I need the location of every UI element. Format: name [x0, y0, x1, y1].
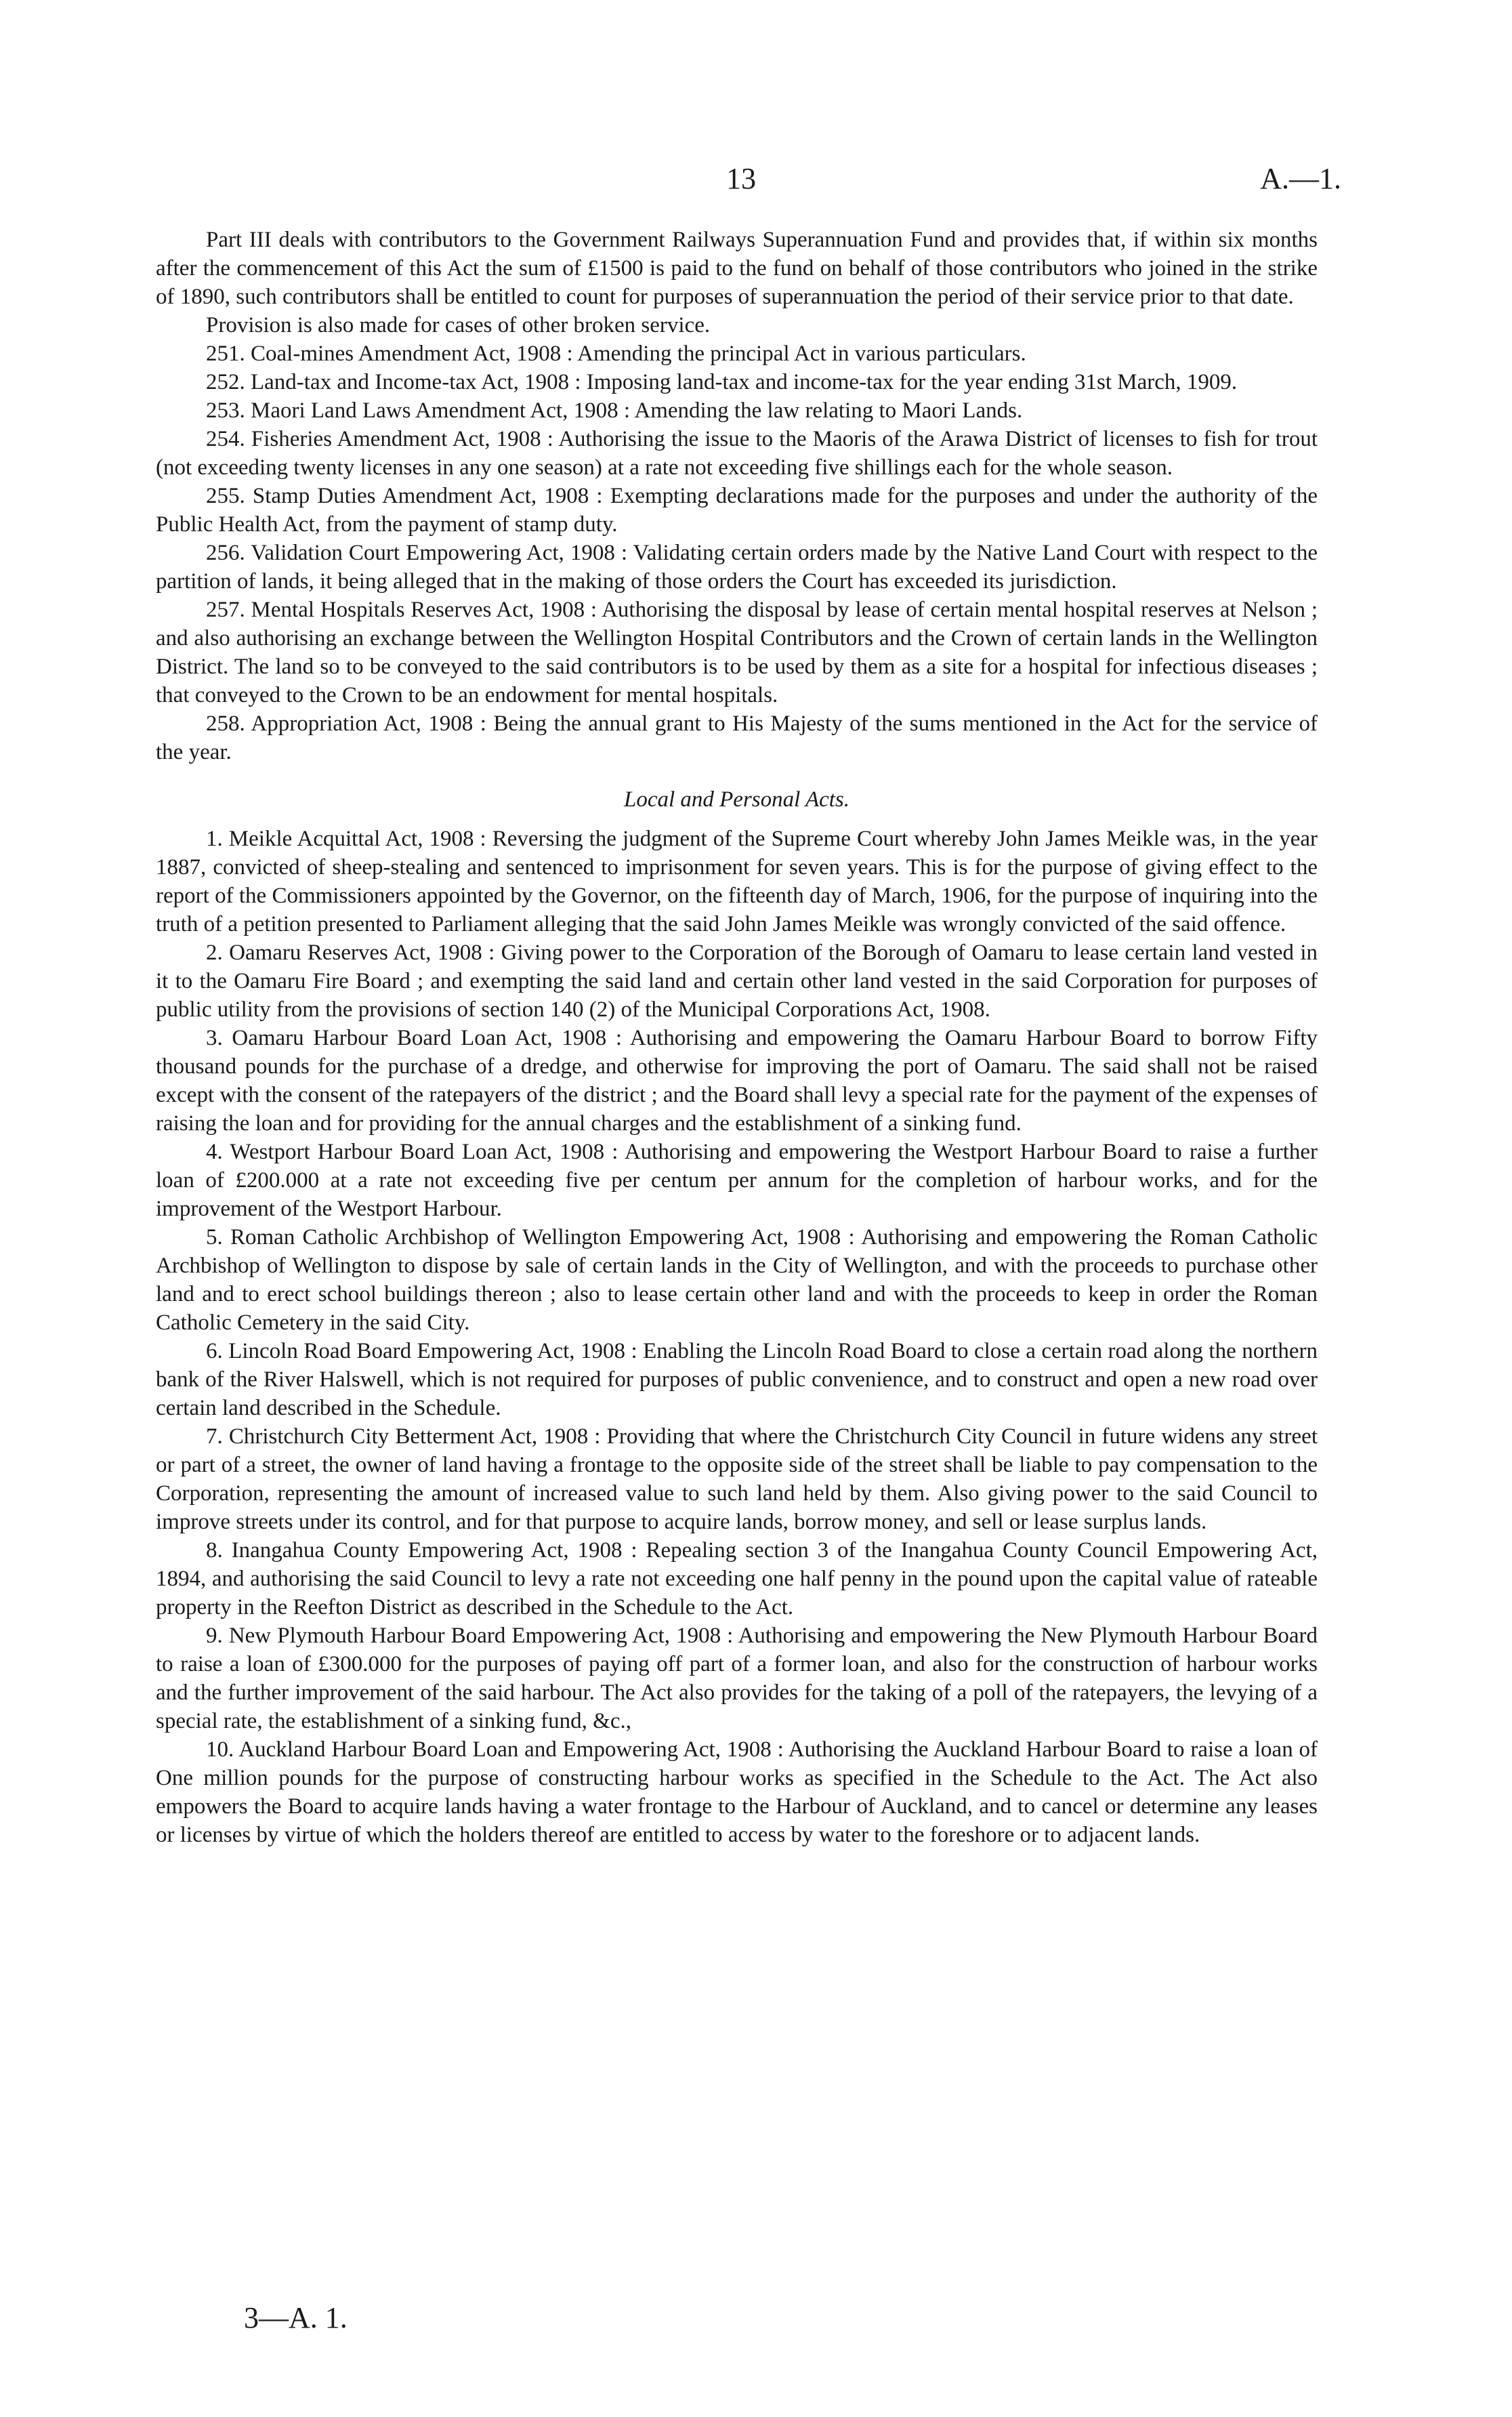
section-heading-local-personal-acts: Local and Personal Acts.	[623, 787, 850, 812]
paragraph-local-act-2: 2. Oamaru Reserves Act, 1908 : Giving power to the Corporation of the Borough of Oamaru to lease certain land vested in it to the Oamaru Fire Board ; and exempting the said land and certain other land vested in the said Corporation for purposes of public utility from the provisions of section 140 (2) of the Municipal Corporations Act, 1908.	[156, 941, 1318, 1022]
paragraph-broken-service: Provision is also made for cases of other broken service.	[206, 313, 711, 337]
paragraph-act-258: 258. Appropriation Act, 1908 : Being the annual grant to His Majesty of the sums mentioned in the Act for the service of the year.	[156, 711, 1318, 764]
paragraph-local-act-7: 7. Christchurch City Betterment Act, 1908 : Providing that where the Christchurch City Council in future widens any street or part of a street, the owner of land having a frontage to the opposite side of the street shall be liable to pay compensation to the Corporation, representing the amount of increased value to such land held by them. Also giving power to the said Council to improve streets under its control, and for that purpose to acquire lands, borrow money, and sell or lease surplus lands.	[156, 1424, 1318, 1534]
paragraph-local-act-4: 4. Westport Harbour Board Loan Act, 1908 : Authorising and empowering the Westport Harbour Board to raise a further loan of £200.000 at a rate not exceeding five per centum per annum for the completion of harbour works, and for the improvement of the Westport Harbour.	[156, 1140, 1318, 1221]
paragraph-act-253: 253. Maori Land Laws Amendment Act, 1908 : Amending the law relating to Maori Lands.	[206, 398, 1023, 423]
footer-signature: 3—A. 1.	[244, 2301, 348, 2334]
page-number: 13	[726, 162, 756, 195]
paragraph-local-act-1: 1. Meikle Acquittal Act, 1908 : Reversing the judgment of the Supreme Court whereby John James Meikle was, in the year 1887, convicted of sheep-stealing and sentenced to imprisonment for seven years. This is for the purpose of giving effect to the report of the Commissioners appointed by the Governor, on the fifteenth day of March, 1906, for the purpose of inquiring into the truth of a petition presented to Parliament alleging that the said John James Meikle was wrongly convicted of the said offence.	[156, 827, 1318, 936]
paragraph-local-act-10: 10. Auckland Harbour Board Loan and Empowering Act, 1908 : Authorising the Auckland Harbour Board to raise a loan of One million pounds for the purpose of constructing harbour works as specified in the Schedule to the Act. The Act also empowers the Board to acquire lands having a water frontage to the Harbour of Auckland, and to cancel or determine any leases or licenses by virtue of which the holders thereof are entitled to access by water to the foreshore or to adjacent lands.	[156, 1737, 1318, 1847]
paragraph-local-act-6: 6. Lincoln Road Board Empowering Act, 1908 : Enabling the Lincoln Road Board to close a certain road along the northern bank of the River Halswell, which is not required for purposes of public convenience, and to construct and open a new road over certain land described in the Schedule.	[156, 1339, 1318, 1420]
paragraph-local-act-5: 5. Roman Catholic Archbishop of Wellington Empowering Act, 1908 : Authorising and empowering the Roman Catholic Archbishop of Wellington to dispose by sale of certain lands in the City of Wellington, and with the proceeds to purchase other land and to erect school buildings thereon ; also to lease certain other land and with the proceeds to keep in order the Roman Catholic Cemetery in the said City.	[156, 1225, 1318, 1335]
paragraph-act-255: 255. Stamp Duties Amendment Act, 1908 : Exempting declarations made for the purposes and under the authority of the Public Health Act, from the payment of stamp duty.	[156, 484, 1318, 537]
paragraph-act-254: 254. Fisheries Amendment Act, 1908 : Authorising the issue to the Maoris of the Arawa District of licenses to fish for trout (not exceeding twenty licenses in any one season) at a rate not exceeding five shillings each for the whole season.	[156, 427, 1318, 480]
document-body	[156, 226, 1318, 1849]
paragraph-act-257: 257. Mental Hospitals Reserves Act, 1908 : Authorising the disposal by lease of certain mental hospital reserves at Nelson ; and also authorising an exchange between the Wellington Hospital Contributors and the Crown of certain lands in the Wellington District. The land so to be conveyed to the said contributors is to be used by them as a site for a hospital for infectious diseases ; that conveyed to the Crown to be an endowment for mental hospitals.	[156, 598, 1318, 707]
document-reference: A.—1.	[1260, 162, 1341, 195]
paragraph-part-iii: Part III deals with contributors to the Government Railways Superannuation Fund and provides that, if within six months after the commencement of this Act the sum of £1500 is paid to the fund on behalf of those contributors who joined in the strike of 1890, such contributors shall be entitled to count for purposes of superannuation the period of their service prior to that date.	[156, 228, 1318, 309]
paragraph-act-251: 251. Coal-mines Amendment Act, 1908 : Amending the principal Act in various particulars.	[206, 342, 1026, 366]
paragraph-local-act-8: 8. Inangahua County Empowering Act, 1908 : Repealing section 3 of the Inangahua County Council Empowering Act, 1894, and authorising the said Council to levy a rate not exceeding one half penny in the pound upon the capital value of rateable property in the Reefton District as described in the Schedule to the Act.	[156, 1538, 1318, 1619]
paragraph-local-act-3: 3. Oamaru Harbour Board Loan Act, 1908 : Authorising and empowering the Oamaru Harbour Board to borrow Fifty thousand pounds for the purchase of a dredge, and otherwise for improving the port of Oamaru. The said shall not be raised except with the consent of the ratepayers of the district ; and the Board shall levy a special rate for the payment of the expenses of raising the loan and for providing for the annual charges and the establishment of a sinking fund.	[156, 1026, 1318, 1136]
paragraph-act-256: 256. Validation Court Empowering Act, 1908 : Validating certain orders made by the Native Land Court with respect to the partition of lands, it being alleged that in the making of those orders the Court has exceeded its jurisdiction.	[156, 541, 1318, 594]
paragraph-act-252: 252. Land-tax and Income-tax Act, 1908 : Imposing land-tax and income-tax for the year ending 31st March, 1909.	[206, 370, 1238, 394]
paragraph-local-act-9: 9. New Plymouth Harbour Board Empowering Act, 1908 : Authorising and empowering the New Plymouth Harbour Board to raise a loan of £300.000 for the purposes of paying off part of a former loan, and also for the construction of harbour works and the further improvement of the said harbour. The Act also provides for the taking of a poll of the ratepayers, the levying of a special rate, the establishment of a sinking fund, &c.,	[156, 1624, 1318, 1733]
